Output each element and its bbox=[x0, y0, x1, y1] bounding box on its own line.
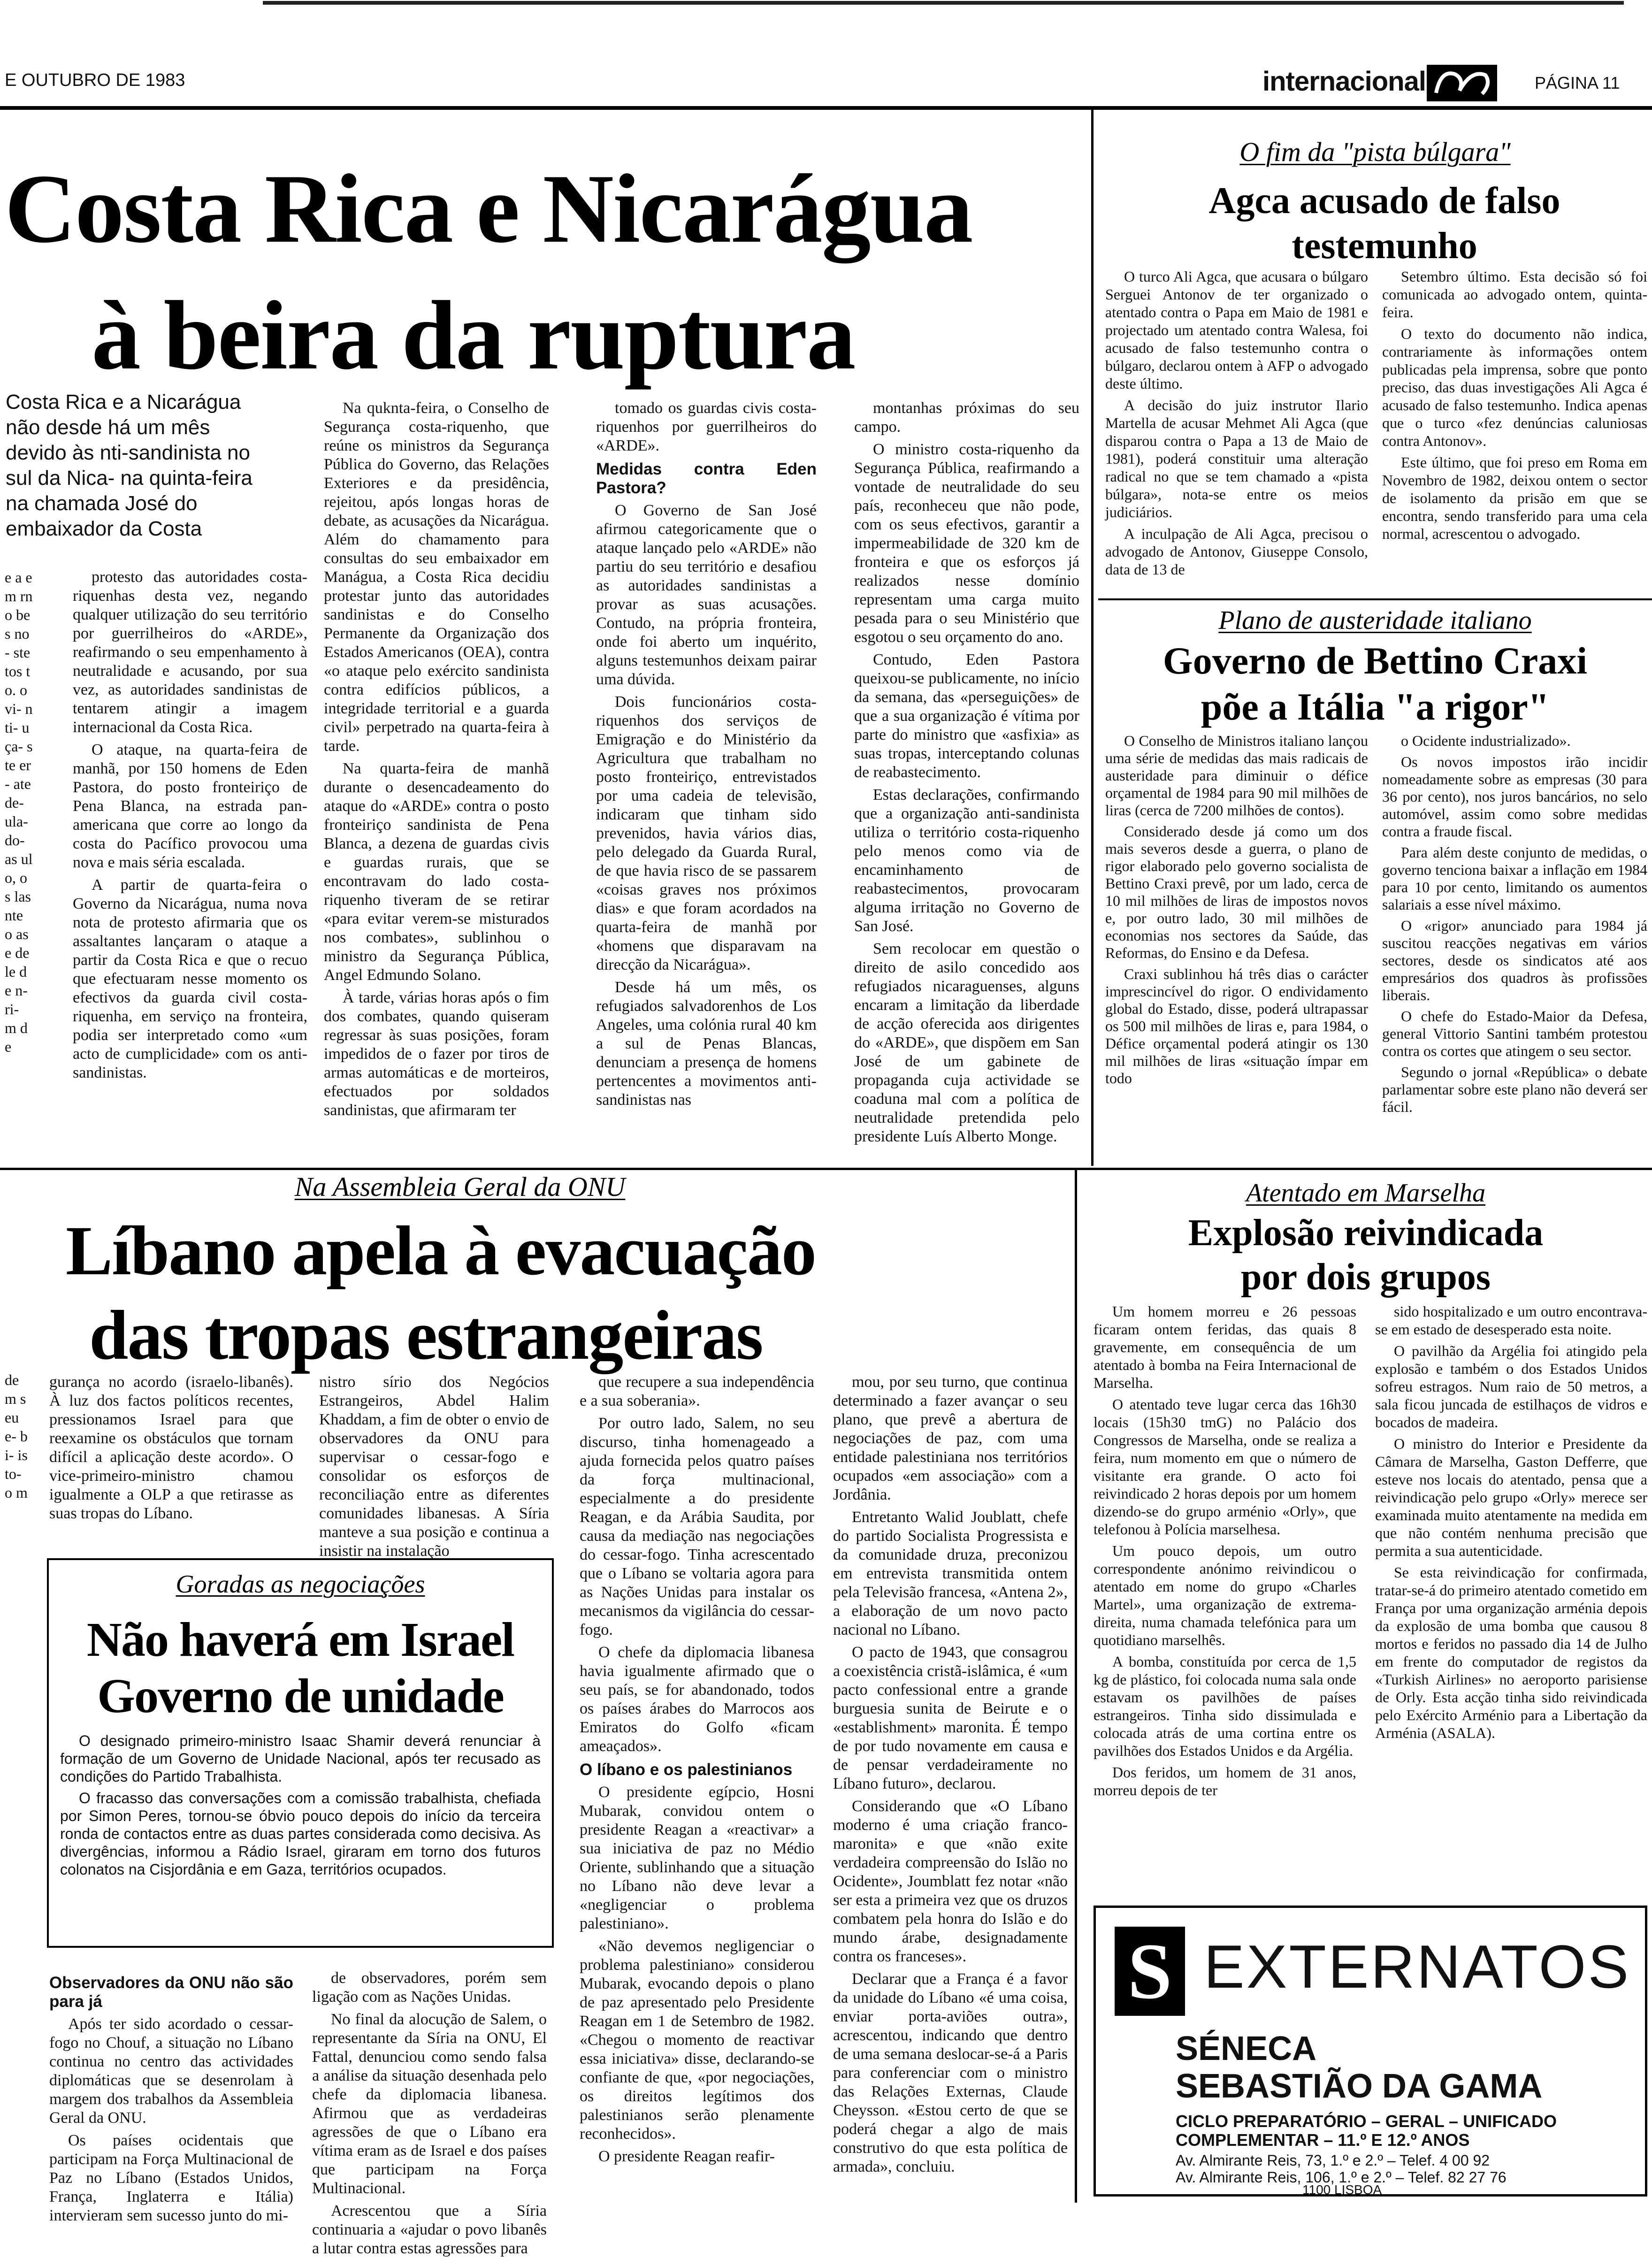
paragraph: A partir de quarta-feira o Governo da Nicarágua, numa nova nota de protesto afirmaria que os assaltantes lançaram o ataque a partir da Costa Rica e que o recuo que efectuaram nesse momento os efectivos da guarda civil costa-riquenha, em serviço na fronteira, podia ser interpretado como «um acto de cumplicidade» com os anti-sandinistas. bbox=[73, 876, 307, 1081]
story4-left-fragments: de m s eu e- bi- is to- o m bbox=[5, 1371, 28, 1501]
paragraph: Acrescentou que a Síria continuaria a «ajudar o povo libanês a lutar contra estas agressões para bbox=[312, 2202, 547, 2257]
story2-column-2 bbox=[1382, 268, 1647, 591]
box-headline-line1: Não haverá em Israel bbox=[86, 1613, 514, 1667]
paragraph: À tarde, várias horas após o fim dos combates, quando quiseram regressar às suas posições, foram impedidos de o fazer por tiros de armas automáticas e de morteiros, efectuados por soldados sandinistas, que afirmaram ter bbox=[324, 989, 549, 1119]
story1-lead: Costa Rica e a Nicarágua não desde há um mês devido às nti-sandinista no sul da Nica- na quinta-feira na chamada José do embaixador da Costa bbox=[6, 390, 252, 540]
paragraph: O Conselho de Ministros italiano lançou uma série de medidas das mais radicais de austeridade para diminuir o défice orçamental de 1984 para 90 mil milhões de liras (cerca de 7200 milhões de contos). bbox=[1105, 732, 1368, 819]
story3-headline-line1: Governo de Bettino Craxi bbox=[1163, 639, 1588, 682]
ad-school-1: SÉNECA bbox=[1176, 2030, 1317, 2067]
paragraph: A decisão do juiz instrutor Ilario Martella de acusar Mehmet Ali Agca (que disparou contra o Papa a 13 de Maio de 1981), poderá constituir uma alteração radical no que se tem chamado a «pista búlgara», nota-se entre os meios judiciários. bbox=[1105, 397, 1368, 520]
story4-column-4 bbox=[833, 1373, 1068, 2204]
paragraph: «Não devemos negligenciar o problema palestiniano» considerou Mubarak, evocando depois o plano de paz apresentado pelo Presidente Reagan em 1 de Setembro de 1982. «Chegou o momento de reactivar essa iniciativa» disse, declarando-se confiante de que, «por negociações, os direitos legítimos dos palestinianos serão plenamente reconhecidos». bbox=[580, 1937, 814, 2143]
story4-column-2-top: nistro sírio dos Negócios Estrangeiros, Abdel Halim Khaddam, a fim de obter o envio de observadores da ONU para supervisar o cessar-fogo e consolidar os esforços de reconciliação entre as diferentes comunidades libanesas. A Síria manteve a sua posição e continua a insistir na instalação bbox=[319, 1373, 549, 1560]
ad-school-2: SEBASTIÃO DA GAMA bbox=[1176, 2067, 1543, 2105]
paragraph: Setembro último. Esta decisão só foi comunicada ao advogado ontem, quinta-feira. bbox=[1382, 268, 1647, 321]
paragraph: que recupere a sua independência e a sua soberania». bbox=[580, 1373, 814, 1409]
paragraph: sido hospitalizado e um outro encontrava-se em estado de desesperado esta noite. bbox=[1375, 1303, 1647, 1338]
paragraph: O ministro costa-riquenho da Segurança Pública, reafirmando a vontade de neutralidade do seu país, reconheceu que não pode, com os seus efectivos, garantir a impermeabilidade de 320 km de fronteira e que os esforços já realizados nesse domínio representam uma carga muito pesada para o seu Ministério que esgotou o seu orçamento do ano. bbox=[854, 441, 1079, 646]
paragraph: A inculpação de Ali Agca, precisou o advogado de Antonov, Giuseppe Consolo, data de 13 de bbox=[1105, 525, 1368, 578]
ad-line-1: CICLO PREPARATÓRIO – GERAL – UNIFICADO bbox=[1176, 2112, 1557, 2131]
paragraph: Após ter sido acordado o cessar-fogo no Chouf, a situação no Líbano continua no centro das actividades diplomáticas que se desenrolam à margem dos trabalhos da Assembleia Geral da ONU. bbox=[49, 2015, 293, 2127]
paragraph: Se esta reivindicação for confirmada, tratar-se-á do primeiro atentado cometido em França por uma organização arménia depois da explosão de uma bomba que causou 8 mortos e feridos no passado dia 14 de Julho em frente do computador de registos da «Turkish Airlines» no aeroporto parisiense de Orly. Esta acção tinha sido reivindicada pelo Exército Arménio para a Libertação da Arménia (ASALA). bbox=[1375, 1564, 1647, 1741]
header-date: E OUTUBRO DE 1983 bbox=[5, 70, 185, 90]
paragraph: de observadores, porém sem ligação com as Nações Unidas. bbox=[312, 1969, 547, 2005]
paragraph: Este último, que foi preso em Roma em Novembro de 1982, deixou ontem o sector de isolamento da prisão em que se encontra, sendo transferido para uma cela normal, acrescentou o advogado. bbox=[1382, 454, 1647, 542]
school-logo-icon bbox=[1115, 1927, 1185, 2016]
paragraph: o Ocidente industrializado». bbox=[1401, 732, 1571, 749]
story2-column-1 bbox=[1105, 268, 1368, 591]
paragraph: O presidente egípcio, Hosni Mubarak, convidou ontem o presidente Reagan a «reactivar» a sua iniciativa de paz no Médio Oriente, sublinhando que a situação no Líbano não deve levar a «negligenciar o problema palestiniano». bbox=[580, 1783, 814, 1932]
story4-headline-line1: Líbano apela à evacuação bbox=[66, 1212, 816, 1290]
story2-kicker: O fim da "pista búlgara" bbox=[1239, 137, 1511, 167]
story4-subhead: O líbano e os palestinianos bbox=[580, 1760, 793, 1779]
paragraph: Entretanto Walid Joublatt, chefe do partido Socialista Progressista e da comunidade druza, preconizou em entrevista transmitida ontem pela Televisão francesa, «Antena 2», a elaboração de um novo pacto nacional no Líbano. bbox=[833, 1508, 1068, 1638]
paragraph: Considerado desde já como um dos mais severos desde a guerra, o plano de rigor elaborado pelo governo socialista de Bettino Craxi prevê, por um lado, cerca de 10 mil milhões de liras de impostos novos e, por outro lado, 30 mil milhões de economias nos sectores da Saúde, das Reformas, do Ensino e da Defesa. bbox=[1105, 823, 1368, 961]
story5-headline-line2: por dois grupos bbox=[1240, 1256, 1491, 1298]
paragraph: tomado os guardas civis costa-riquenhos por guerrilheiros do «ARDE». bbox=[596, 399, 817, 454]
paragraph: O Governo de San José afirmou categoricamente que o ataque lançado pelo «ARDE» não partiu do seu território e desafiou as autoridades sandinistas a provar as suas acusações. Contudo, na própria fronteira, onde foi aberto um inquérito, alguns testemunhos deixam pairar uma dúvida. bbox=[596, 502, 817, 688]
paragraph: Um homem morreu e 26 pessoas ficaram ontem feridas, das quais 8 gravemente, em consequência de um atentado à bomba na Feira Internacional de Marselha. bbox=[1094, 1303, 1356, 1391]
paragraph: O designado primeiro-ministro Isaac Shamir deverá renunciar à formação de um Governo de Unidade Nacional, após ter recusado as condições do Partido Trabalhista. bbox=[60, 1732, 541, 1785]
paragraph: Segundo o jornal «República» o debate parlamentar sobre este plano não deverá ser fácil. bbox=[1382, 1064, 1647, 1115]
story4-observers-column-1 bbox=[49, 1969, 293, 2224]
story3-column-2 bbox=[1382, 732, 1647, 1173]
paragraph: O presidente Reagan reafir- bbox=[598, 2148, 775, 2165]
logo-letter: S bbox=[1127, 1927, 1172, 2015]
paragraph: O fracasso das conversações com a comissão trabalhista, chefiada por Simon Peres, tornou-se óbvio pouco depois do início da terceira ronda de contactos entre as duas partes considerada como decisiva. As divergências, informou a Rádio Israel, giraram em torno dos futuros colonatos na Cisjordânia e em Gaza, territórios ocupados. bbox=[60, 1790, 541, 1878]
israel-box bbox=[47, 1558, 554, 1948]
paragraph: Estas declarações, confirmando que a organização anti-sandinista utiliza o território costa-riquenho pelo menos como via de encaminhamento de reabastecimentos, provocaram alguma irritação no Governo de San José. bbox=[854, 786, 1079, 935]
paragraph: Dois funcionários costa-riquenhos dos serviços de Emigração e do Ministério da Agricultura que trabalham no posto fronteiriço, entrevistados por uma cadeia de televisão, indicaram que tinham sido prevenidos, havia vários dias, pelo delegado da Guarda Rural, de que havia risco de se passarem «coisas graves nos próximos dias» e que foram acordados na quarta-feira de manhã por «homens que disparavam na direcção da Nicarágua». bbox=[596, 693, 817, 973]
paragraph: O turco Ali Agca, que acusara o búlgaro Serguei Antonov de ter organizado o atentado contra o Papa em Maio de 1981 e projectado um atentado contra Walesa, foi acusado de falso testemunho contra o búlgaro, declarou ontem à AFP o advogado deste último. bbox=[1105, 268, 1368, 392]
story5-column-2 bbox=[1375, 1302, 1647, 1880]
story1-column-2 bbox=[324, 399, 549, 1140]
story1-left-fragments: e a em rno bes no- ste tos to. o vi- nti- uça- ste er- ate de- ula- do- as ulo, os las nte o as e de le de n- ri- m de bbox=[5, 569, 33, 1055]
paragraph: Sem recolocar em questão o direito de asilo concedido aos refugiados nicaraguenses, alguns encaram a limitação da liberdade de acção oferecida aos dirigentes do «ARDE», que dispõem em San José de um gabinete de propaganda cuja actividade se coaduna mal com a política de neutralidade pretendida pelo presidente Luís Alberto Monge. bbox=[854, 940, 1079, 1145]
paragraph: Craxi sublinhou há três dias o carácter imprescincível do rigor. O endividamento global do Estado, disse, poderá ultrapassar os 500 mil milhões de liras e, para 1984, o Défice orçamental poderá atingir os 130 mil milhões de liras «situação ímpar em todo bbox=[1105, 965, 1368, 1087]
header-rule bbox=[0, 106, 1652, 110]
story2-bottom-rule bbox=[1098, 598, 1652, 600]
paragraph: O texto do documento não indica, contrariamente às informações ontem publicadas pela imprensa, sobre que ponto preciso, das duas investigações Ali Agca é acusado de falso testemunho. Indica apenas que o turco «fez denúncias caluniosas contra Antonov». bbox=[1382, 325, 1647, 449]
page-number: PÁGINA 11 bbox=[1535, 73, 1620, 92]
story5-kicker: Atentado em Marselha bbox=[1246, 1179, 1486, 1208]
story1-column-4 bbox=[854, 399, 1079, 1145]
story2-headline: Agca acusado de falso testemunho bbox=[1208, 180, 1560, 267]
paragraph: O ministro do Interior e Presidente da Câmara de Marselha, Gaston Defferre, que esteve nos locais do atentado, pensa que a reivindicação pelo grupo «Orly» merece ser examinada muito atentamente na medida em que não contém nenhuma precisão que permita a sua autenticidade. bbox=[1375, 1435, 1647, 1559]
paragraph: O atentado teve lugar cerca das 16h30 locais (15h30 tmG) no Palácio dos Congressos de Marselha, onde se realiza a feira, num momento em que o número de visitante era grande. O acto foi reivindicado 2 horas depois por um homem dizendo-se do grupo arménio «Orly», que telefonou à Polícia marselhesa. bbox=[1094, 1396, 1356, 1538]
paragraph: No final da alocução de Salem, o representante da Síria na ONU, El Fattal, denunciou como sendo falsa a análise da situação desenhada pelo chefe da diplomacia libanesa. Afirmou que as verdadeiras agressões de que o Líbano era vítima eram as de Israel e dos países que participam na Força Multinacional. bbox=[312, 2011, 547, 2197]
story3-headline-line2: põe a Itália "a rigor" bbox=[1201, 685, 1550, 728]
story1-column-1 bbox=[73, 568, 307, 1140]
paragraph: Um pouco depois, um outro correspondente anónimo reivindicou o atentado em nome do grupo «Charles Martel», uma organização de extrema-direita, numa chamada telefónica para um quotidiano marselhês. bbox=[1094, 1542, 1356, 1648]
story1-headline-line2: à beira da ruptura bbox=[92, 281, 855, 390]
paragraph: Na quknta-feira, o Conselho de Segurança costa-riquenho, que reúne os ministros da Segurança Pública do Governo, das Relações Exteriores e da presidência, rejeitou, após longas horas de debate, as acusações da Nicarágua. Além do chamamento para consultas do seu embaixador em Manágua, a Costa Rica decidiu protestar junto das autoridades sandinistas e do Conselho Permanente da Organização dos Estados Americanos (OEA), contra «o ataque pelo exército sandinista contra edifícios públicos, a integridade territorial e a guarda civil» perpetrado na quarta-feira à tarde. bbox=[324, 399, 549, 755]
paragraph: montanhas próximas do seu campo. bbox=[854, 399, 1079, 436]
section-name: internacional bbox=[1262, 66, 1426, 97]
paragraph: protesto das autoridades costa-riquenhas desta vez, negando qualquer utilização do seu território por guerrilheiros do «ARDE», reafirmando o seu empenhamento à neutralidade e acusando, por sua vez, as autoridades sandinistas de tentarem atingir a imagem internacional da Costa Rica. bbox=[73, 568, 307, 736]
ad-address-3: 1100 LISBOA bbox=[1302, 2182, 1382, 2197]
ad-address-1: Av. Almirante Reis, 73, 1.º e 2.º – Telef. 4 00 92 bbox=[1176, 2152, 1490, 2169]
ad-title: EXTERNATOS bbox=[1204, 1932, 1631, 2001]
story4-observers-column-2 bbox=[312, 1969, 547, 2257]
story3-column-1 bbox=[1105, 732, 1368, 1173]
story4-kicker: Na Assembleia Geral da ONU bbox=[294, 1171, 626, 1202]
paragraph: Na quarta-feira de manhã durante o desencadeamento do ataque do «ARDE» contra o posto fronteiriço sandinista de Pena Blanca, a dezena de guardas civis e guardas rurais, que se encontravam do lado costa-riquenho tiveram de se retirar «para evitar verem-se misturados nos combates», sublinhou o ministro da Segurança Pública, Angel Edmundo Solano. bbox=[324, 760, 549, 984]
section-divider-rule bbox=[0, 1168, 1652, 1170]
story3-kicker: Plano de austeridade italiano bbox=[1218, 606, 1532, 635]
paragraph: Dos feridos, um homem de 31 anos, morreu depois de ter bbox=[1094, 1764, 1356, 1799]
box-body bbox=[60, 1732, 541, 1878]
advertisement bbox=[1094, 1906, 1647, 2197]
paragraph: mou, por seu turno, que continua determinado a fazer avançar o seu plano, que prevê a abertura de negociações de paz, com uma entidade palestiniana nos territórios ocupados «em associação» com a Jordânia. bbox=[833, 1373, 1068, 1503]
story4-column-3 bbox=[580, 1373, 814, 2204]
paragraph: Para além deste conjunto de medidas, o governo tenciona baixar a inflação em 1984 para 10 por cento, limitando os aumentos salariais a esse nível máximo. bbox=[1382, 844, 1647, 913]
paragraph: Considerando que «O Líbano moderno é uma criação franco-maronita» e que «não exite verdadeira compreensão do Islão no Ocidente», Joumblatt fez notar «não ser esta a primeira vez que os druzos combatem pela honra do Islão e do mundo árabe, designadamente contra os franceses». bbox=[833, 1798, 1068, 1965]
paragraph: O pacto de 1943, que consagrou a coexistência cristã-islâmica, é «um pacto confessional entre a grande burguesia sunita de Beirute e o «establishment» maronita. É tempo de por tudo novamente em causa e de pensar verdadeiramente no Líbano futuro», declarou. bbox=[833, 1644, 1068, 1792]
story1-subhead: Medidas contra Eden Pastora? bbox=[596, 460, 817, 497]
story4-column-1-top: gurança no acordo (israelo-libanês). À luz dos factos políticos recentes, pressionamos Israel para que reexamine os obstáculos que tornam difícil a aplicação deste acordo». O vice-primeiro-ministro chamou igualmente a OLP a que retirasse as suas tropas do Líbano. bbox=[49, 1373, 293, 1522]
paragraph: O chefe do Estado-Maior da Defesa, general Vittorio Santini também protestou contra os cortes que atingem o seu sector. bbox=[1382, 1008, 1647, 1059]
story1-headline-line1: Costa Rica e Nicarágua bbox=[5, 154, 972, 263]
paragraph: O pavilhão da Argélia foi atingido pela explosão e também o dos Estados Unidos sofreu estragos. Num raio de 50 metros, a sala ficou juncada de estilhaços de vidros e bocados de madeira. bbox=[1375, 1342, 1647, 1431]
newspaper-logo bbox=[1427, 65, 1497, 101]
story5-headline-line1: Explosão reivindicada bbox=[1188, 1212, 1544, 1254]
column-rule bbox=[1091, 110, 1094, 1166]
story4-headline-line2: das tropas estrangeiras bbox=[89, 1296, 763, 1374]
column-rule bbox=[1075, 1170, 1077, 2203]
paragraph: Por outro lado, Salem, no seu discurso, tinha homenageado a ajuda fornecida pelos quatro países da força multinacional, especialmente a do presidente Reagan, e da Arábia Saudita, por causa da mediação nas negociações do cessar-fogo. Tinha acrescentado que o Líbano se voltaria agora para as Nações Unidas para instalar os mecanismos da vigilância do cessar-fogo. bbox=[580, 1415, 814, 1638]
ad-address-2: Av. Almirante Reis, 106, 1.º e 2.º – Telef. 82 27 76 bbox=[1176, 2169, 1507, 2186]
top-edge-rule bbox=[263, 1, 1624, 5]
story1-column-3 bbox=[596, 399, 817, 1140]
paragraph: Contudo, Eden Pastora queixou-se publicamente, no início da semana, das «perseguições» de que a sua organização é vítima por parte do ministro que «asfixia» as suas tropas, interceptando colunas de reabastecimento. bbox=[854, 651, 1079, 781]
box-kicker: Goradas as negociações bbox=[176, 1570, 425, 1598]
paragraph: O «rigor» anunciado para 1984 já suscitou reacções negativas em vários sectores, desde os sindicatos até aos empresários dos quadros às profissões liberais. bbox=[1382, 917, 1647, 1003]
observers-subhead: Observadores da ONU não são para já bbox=[49, 1974, 293, 2011]
paragraph: Declarar que a França é a favor da unidade do Líbano «é uma coisa, enviar porta-aviões outra», acrescentou, indicando que dentro de uma semana deslocar-se-á a Paris para conferenciar com o ministro das Relações Externas, Claude Cheysson. «Estou certo de que se poderá chegar a algo de mais construtivo do que esta política de armada», concluiu. bbox=[833, 1970, 1068, 2175]
paragraph: O ataque, na quarta-feira de manhã, por 150 homens de Eden Pastora, do posto fronteiriço de Pena Blanca, na estrada pan-americana que corre ao longo da costa do Pacífico provocou uma nova e mais séria escalada. bbox=[73, 741, 307, 871]
ad-line-2: COMPLEMENTAR – 11.º E 12.º ANOS bbox=[1176, 2130, 1470, 2150]
story5-column-1 bbox=[1094, 1302, 1356, 1880]
paragraph: Os novos impostos irão incidir nomeadamente sobre as empresas (30 para 36 por cento), nos juros bancários, no selo automóvel, assim como sobre medidas contra a fraude fiscal. bbox=[1382, 753, 1647, 840]
paragraph: A bomba, constituída por cerca de 1,5 kg de plástico, foi colocada numa sala onde estavam os pavilhões de países estrangeiros. Tinha sido dissimulada e colocada atrás de uma cortina entre os pavilhões dos Estados Unidos e da Argélia. bbox=[1094, 1653, 1356, 1759]
paragraph: Os países ocidentais que participam na Força Multinacional de Paz no Líbano (Estados Unidos, França, Inglaterra e Itália) intervieram sem sucesso junto do mi- bbox=[49, 2132, 293, 2224]
paragraph: O chefe da diplomacia libanesa havia igualmente afirmado que o seu país, se for abandonado, todos os países árabes do Marrocos aos Emiratos do Golfo «ficam ameaçados». bbox=[580, 1644, 814, 1755]
box-headline-line2: Governo de unidade bbox=[97, 1669, 504, 1723]
paragraph: Desde há um mês, os refugiados salvadorenhos de Los Angeles, uma colónia rural 40 km a sul de Penas Blancas, denunciam a presença de homens pertencentes a movimentos anti-sandinistas nas bbox=[596, 979, 817, 1109]
